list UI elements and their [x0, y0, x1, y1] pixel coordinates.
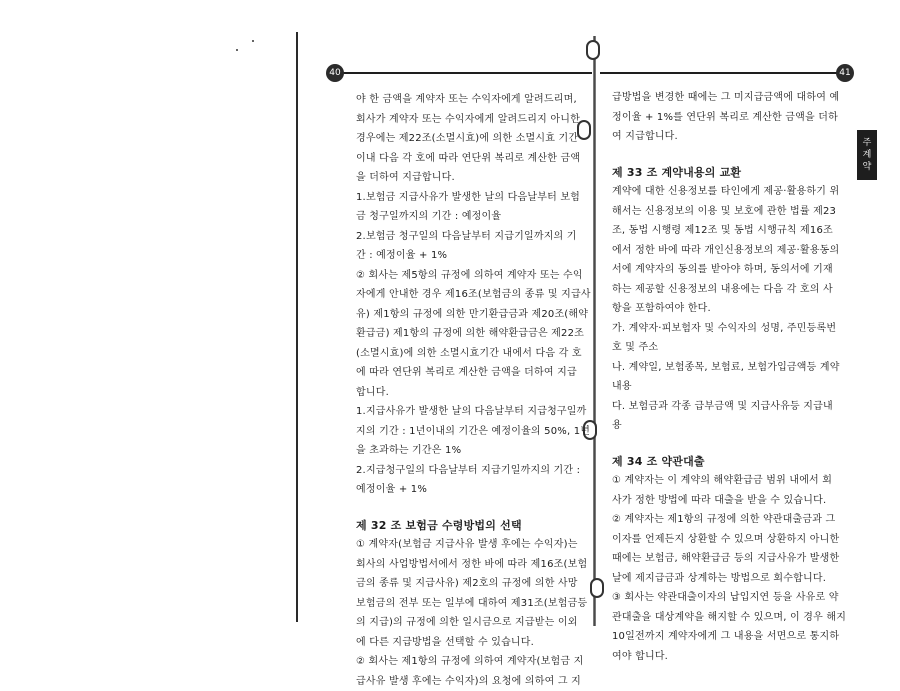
- text-line: 이내 다음 각 호에 따라 연단위 복리로 계산한 금액: [356, 149, 592, 169]
- text-line: 금 청구일까지의 기간 : 예정이율: [356, 207, 592, 227]
- binding-hole: [590, 578, 604, 598]
- header-rule-right: [600, 72, 850, 74]
- text-line: 사가 정한 방법에 따라 대출을 받을 수 있습니다.: [612, 491, 852, 511]
- text-line: 내용: [612, 377, 852, 397]
- scan-speck: [252, 40, 254, 42]
- text-line: 야 한 금액을 계약자 또는 수익자에게 알려드리며,: [356, 90, 592, 110]
- text-line: ② 계약자는 제1항의 규정에 의한 약관대출금과 그: [612, 510, 852, 530]
- text-line: 에 따라 연단위 복리로 계산한 금액을 더하여 지급: [356, 363, 592, 383]
- text-line: ① 계약자(보험금 지급사유 발생 후에는 수익자)는: [356, 535, 592, 555]
- scan-speck: [236, 49, 238, 51]
- text-line: 관대출을 대상계약을 해지할 수 있으며, 이 경우 해지: [612, 608, 852, 628]
- page-edge-left: [296, 32, 298, 622]
- chapter-side-tab: [857, 130, 877, 180]
- text-line: 회사의 사업방법서에서 정한 바에 따라 제16조(보험: [356, 555, 592, 575]
- text-line: 여 지급합니다.: [612, 127, 852, 147]
- paragraph-gap: [612, 147, 852, 163]
- header-rule-left: [330, 72, 592, 74]
- article-heading: 제 32 조 보험금 수령방법의 선택: [356, 516, 592, 536]
- text-line: (소멸시효)에 의한 소멸시효기간 내에서 다음 각 호: [356, 344, 592, 364]
- text-line: 2.보험금 청구일의 다음날부터 지급기일까지의 기: [356, 227, 592, 247]
- text-line: ③ 회사는 약관대출이자의 납입지연 등을 사유로 약: [612, 588, 852, 608]
- text-line: 여야 합니다.: [612, 647, 852, 667]
- text-line: 계약에 대한 신용정보를 타인에게 제공·활용하기 위: [612, 182, 852, 202]
- text-line: 하는 제공할 신용정보의 내용에는 다음 각 호의 사: [612, 280, 852, 300]
- text-line: ① 계약자는 이 계약의 해약환급금 범위 내에서 회: [612, 471, 852, 491]
- text-line: 다. 보험금과 각종 급부금액 및 지급사유등 지급내: [612, 397, 852, 417]
- paragraph-gap: [356, 500, 592, 516]
- article-heading: 제 33 조 계약내용의 교환: [612, 163, 852, 183]
- text-line: 경우에는 제22조(소멸시효)에 의한 소멸시효 기간: [356, 129, 592, 149]
- right-page-text: [612, 88, 852, 666]
- left-page-text: [356, 90, 592, 691]
- text-line: 날에 제지급금과 상계하는 방법으로 회수합니다.: [612, 569, 852, 589]
- binding-hole: [586, 40, 600, 60]
- side-tab-char: 계: [863, 149, 872, 161]
- text-line: 환급금) 제1항의 규정에 의한 해약환급금은 제22조: [356, 324, 592, 344]
- text-line: 이자를 언제든지 상환할 수 있으며 상환하지 아니한: [612, 530, 852, 550]
- text-line: 호 및 주소: [612, 338, 852, 358]
- text-line: 1.지급사유가 발생한 날의 다음날부터 지급청구일까: [356, 402, 592, 422]
- text-line: 을 초과하는 기간은 1%: [356, 441, 592, 461]
- text-line: 때에는 보험금, 해약환급금 등의 지급사유가 발생한: [612, 549, 852, 569]
- side-tab-char: 약: [863, 161, 872, 173]
- text-line: 나. 계약일, 보험종목, 보험료, 보험가입금액등 계약: [612, 358, 852, 378]
- page-number-left: 40: [326, 64, 344, 82]
- text-line: 회사가 계약자 또는 수익자에게 알려드리지 아니한: [356, 110, 592, 130]
- text-line: 급사유 발생 후에는 수익자)의 요청에 의하여 그 지: [356, 672, 592, 691]
- text-line: 금의 종류 및 지급사유) 제2호의 규정에 의한 사망: [356, 574, 592, 594]
- paragraph-gap: [612, 436, 852, 452]
- text-line: 급방법을 변경한 때에는 그 미지급금액에 대하여 예: [612, 88, 852, 108]
- text-line: 을 더하여 지급합니다.: [356, 168, 592, 188]
- side-tab-char: 주: [863, 137, 872, 149]
- text-line: 해서는 신용정보의 이용 및 보호에 관한 법률 제23: [612, 202, 852, 222]
- text-line: 1.보험금 지급사유가 발생한 날의 다음날부터 보험: [356, 188, 592, 208]
- text-line: 항을 포함하여야 한다.: [612, 299, 852, 319]
- page-number-right: 41: [836, 64, 854, 82]
- text-line: 유) 제1항의 규정에 의한 만기환급금과 제20조(해약: [356, 305, 592, 325]
- text-line: ② 회사는 제1항의 규정에 의하여 계약자(보험금 지: [356, 652, 592, 672]
- text-line: 조, 동법 시행령 제12조 및 동법 시행규칙 제16조: [612, 221, 852, 241]
- text-line: 서에 계약자의 동의를 받아야 하며, 동의서에 기재: [612, 260, 852, 280]
- text-line: 자에게 안내한 경우 제16조(보험금의 종류 및 지급사: [356, 285, 592, 305]
- book-gutter: [593, 36, 596, 626]
- text-line: 정이율 + 1%를 연단위 복리로 계산한 금액을 더하: [612, 108, 852, 128]
- text-line: 간 : 예정이율 + 1%: [356, 246, 592, 266]
- text-line: 합니다.: [356, 383, 592, 403]
- text-line: 용: [612, 416, 852, 436]
- text-line: 에서 정한 바에 따라 개인신용정보의 제공·활용동의: [612, 241, 852, 261]
- text-line: 10일전까지 계약자에게 그 내용을 서면으로 통지하: [612, 627, 852, 647]
- article-heading: 제 34 조 약관대출: [612, 452, 852, 472]
- text-line: 가. 계약자·피보험자 및 수익자의 성명, 주민등록번: [612, 319, 852, 339]
- text-line: ② 회사는 제5항의 규정에 의하여 계약자 또는 수익: [356, 266, 592, 286]
- text-line: 의 지급)의 규정에 의한 일시금으로 지급받는 이외: [356, 613, 592, 633]
- text-line: 예정이율 + 1%: [356, 480, 592, 500]
- text-line: 지의 기간 : 1년이내의 기간은 예정이율의 50%, 1년: [356, 422, 592, 442]
- text-line: 2.지급청구일의 다음날부터 지급기일까지의 기간 :: [356, 461, 592, 481]
- text-line: 보험금의 전부 또는 일부에 대하여 제31조(보험금등: [356, 594, 592, 614]
- text-line: 에 다른 지급방법을 선택할 수 있습니다.: [356, 633, 592, 653]
